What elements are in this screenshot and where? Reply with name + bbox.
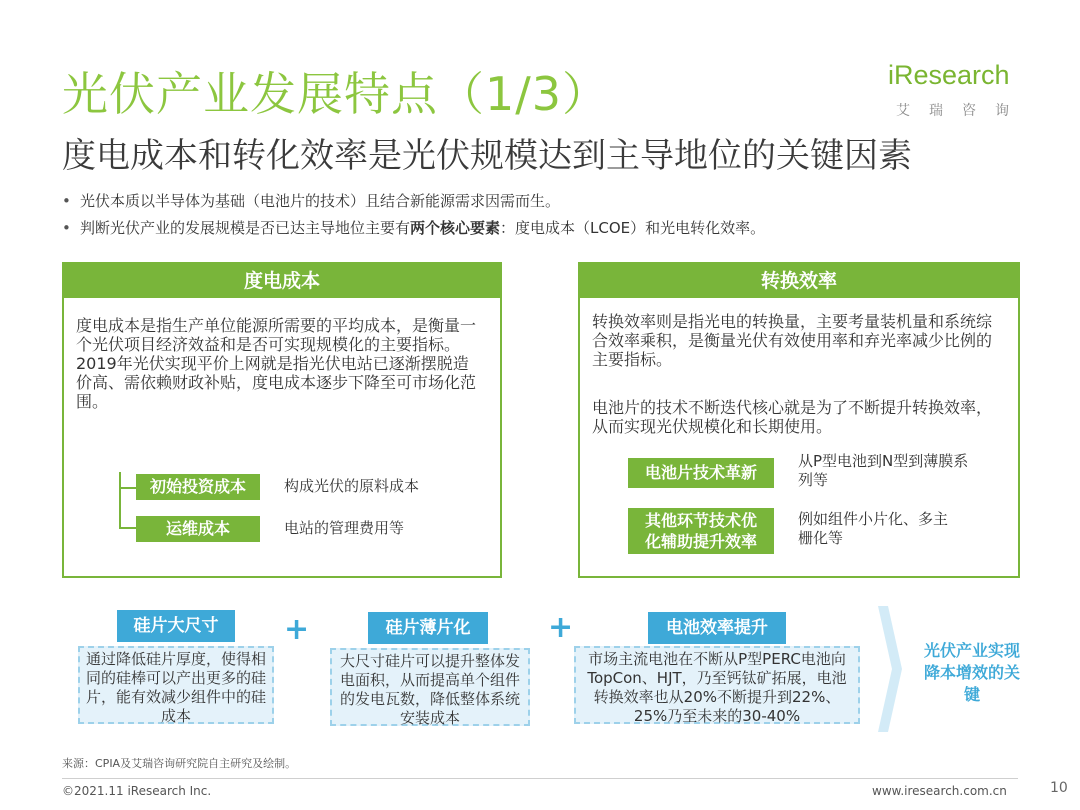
other-tech-tag: 其他环节技术优 化辅助提升效率 xyxy=(628,508,774,554)
bullet-bold-text: 两个核心要素 xyxy=(410,219,501,237)
copyright: ©2021.11 iResearch Inc. xyxy=(62,784,212,798)
large-wafer-tag: 硅片大尺寸 xyxy=(117,610,235,642)
cell-efficiency-text: 市场主流电池在不断从P型PERC电池向TopCon、HJT，乃至钙钛矿拓展，电池转换效率也从20%不断提升到22%、25%乃至未来的30-40% xyxy=(574,646,860,724)
thin-wafer-tag: 硅片薄片化 xyxy=(368,612,488,644)
bullet-text: 判断光伏产业的发展规模是否已达主导地位主要有 xyxy=(80,219,411,237)
bullet-item xyxy=(62,188,765,215)
om-cost-tag: 运维成本 xyxy=(136,516,260,542)
bullet-dot-icon: • xyxy=(62,192,71,210)
bullet-text: 光伏本质以半导体为基础（电池片的技术）且结合新能源需求因需而生。 xyxy=(80,192,561,210)
logo-text: iResearch xyxy=(888,60,1010,90)
bullet-list xyxy=(62,188,765,242)
source-note: 来源：CPIA及艾瑞咨询研究院自主研究及绘制。 xyxy=(62,757,297,770)
cell-tech-tag: 电池片技术革新 xyxy=(628,458,774,488)
efficiency-description-1: 转换效率则是指光电的转换量，主要考量装机量和系统综合效率乘积，是衡量光伏有效使用率和弃光率减少比例的主要指标。 xyxy=(592,312,993,369)
om-cost-desc: 电站的管理费用等 xyxy=(284,519,405,537)
cell-tech-desc: 从P型电池到N型到薄膜系列等 xyxy=(798,452,969,489)
lcoe-panel-title: 度电成本 xyxy=(64,264,500,298)
bullet-item xyxy=(62,215,765,242)
chevron-right-icon xyxy=(874,604,904,734)
lcoe-panel xyxy=(62,262,502,578)
conclusion-text: 光伏产业实现降本增效的关键 xyxy=(923,641,1020,704)
initial-investment-tag: 初始投资成本 xyxy=(136,474,260,500)
page-subtitle: 度电成本和转化效率是光伏规模达到主导地位的关键因素 xyxy=(62,136,912,176)
other-tech-desc: 例如组件小片化、多主栅化等 xyxy=(798,510,949,547)
bullet-text: ：度电成本（LCOE）和光电转化效率。 xyxy=(500,219,766,237)
footer-divider xyxy=(62,778,1018,779)
efficiency-panel-title: 转换效率 xyxy=(580,264,1018,298)
plus-icon: + xyxy=(548,610,574,645)
page-title: 光伏产业发展特点（1/3） xyxy=(62,67,610,121)
thin-wafer-text: 大尺寸硅片可以提升整体发电面积，从而提高单个组件的发电瓦数，降低整体系统安装成本 xyxy=(330,648,530,726)
website-url: www.iresearch.com.cn xyxy=(872,784,1007,798)
efficiency-panel xyxy=(578,262,1020,578)
cell-efficiency-tag: 电池效率提升 xyxy=(648,612,786,644)
plus-icon: + xyxy=(284,612,310,647)
logo-cn-text: 艾瑞咨询 xyxy=(896,103,1028,119)
lcoe-description: 度电成本是指生产单位能源所需要的平均成本，是衡量一个光伏项目经济效益和是否可实现规模化的主要指标。 2019年光伏实现平价上网就是指光伏电站已逐渐摆脱造价高、需依赖财政补贴，度电成本逐步下降至可市场化范围。 xyxy=(76,316,477,411)
large-wafer-text: 通过降低硅片厚度，使得相同的硅棒可以产出更多的硅片，能有效减少组件中的硅成本 xyxy=(78,646,274,724)
page-number: 10 xyxy=(1050,780,1068,796)
initial-investment-desc: 构成光伏的原料成本 xyxy=(284,477,420,495)
iresearch-logo xyxy=(888,60,1028,122)
bullet-dot-icon: • xyxy=(62,219,71,237)
efficiency-description-2: 电池片的技术不断迭代核心就是为了不断提升转换效率，从而实现光伏规模化和长期使用。 xyxy=(592,398,993,436)
